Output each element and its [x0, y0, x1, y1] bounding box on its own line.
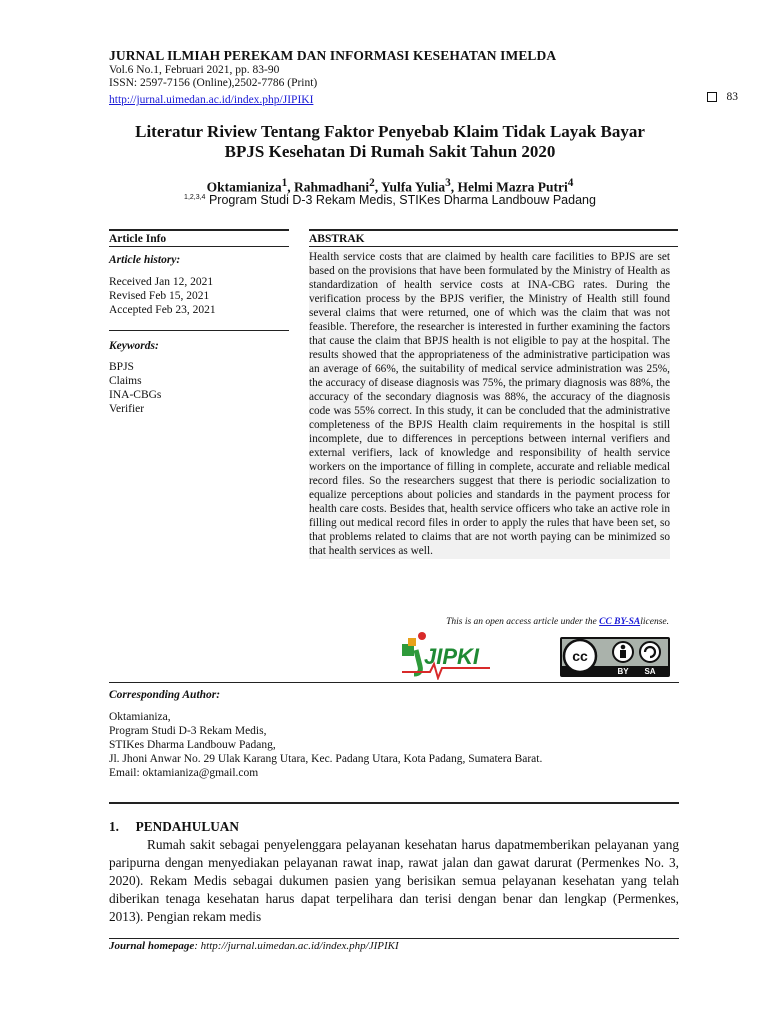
section-introduction [109, 818, 679, 926]
affiliation-text: Program Studi D-3 Rekam Medis, STIKes Dharma Landbouw Padang [208, 193, 596, 207]
svg-text:BY: BY [617, 667, 629, 676]
article-dates [109, 275, 289, 317]
author-name: Yulfa Yulia [380, 179, 446, 195]
corresponding-heading: Corresponding Author: [109, 689, 221, 701]
section-paragraph: Rumah sakit sebagai penyelenggara pelayanan kesehatan harus dapatmemberikan pelayanan yang paripurna dengan menyediakan pelayanan rawat inap, rawat jalan dan gawat darurat (Permenkes No. 3, 2020). Rekam Medis sebagai dukumen pasien yang berisikan semua pelayanan kesehatan yang telah diberikan tenaga kesehatan harus dapat terpelihara dan terisi dengan benar dan lengkap (Permenkes, 2013). Pengian rekam medis [109, 837, 679, 924]
journal-url-link[interactable]: http://jurnal.uimedan.ac.id/index.php/JIPIKI [109, 94, 314, 106]
corresponding-line: Program Studi D-3 Rekam Medis, [109, 725, 267, 737]
author-sup: 3 [445, 177, 451, 189]
keyword-item: INA-CBGs [109, 389, 162, 401]
article-info-heading: Article Info [109, 233, 167, 245]
affiliation [90, 193, 690, 207]
footer-url[interactable]: : http://jurnal.uimedan.ac.id/index.php/JIPIKI [194, 940, 399, 952]
page-box-icon [707, 92, 717, 102]
affiliation-sup: 1,2,3,4 [184, 193, 206, 201]
corresponding-email: Email: oktamianiza@gmail.com [109, 767, 259, 779]
license-prefix: This is an open access article under the [446, 617, 600, 627]
cc-by-sa-badge[interactable] [560, 637, 670, 677]
author-list: Oktamianiza$^1$, Rahmadhani$^2$, Yulfa Yulia$^3$, Helmi Mazra Putri$^4$ [206, 177, 574, 195]
author-name: Rahmadhani [294, 179, 370, 195]
abstract-top-rule [309, 229, 678, 231]
paper-title [90, 122, 690, 162]
article-history-label: Article history: [109, 254, 181, 266]
corresponding-line: STIKes Dharma Landbouw Padang, [109, 739, 276, 751]
revised-date: Revised Feb 15, 2021 [109, 290, 210, 302]
author-name: Oktamianiza [206, 179, 282, 195]
abstract-heading: ABSTRAK [309, 233, 365, 245]
license-suffix: license. [640, 617, 669, 627]
sa-icon [640, 642, 660, 662]
front-matter-bottom-rule [109, 802, 679, 804]
jipki-logo [400, 630, 495, 680]
keywords-divider [109, 330, 289, 331]
keyword-item: Verifier [109, 403, 145, 415]
title-line-1: Literatur Riview Tentang Faktor Penyebab Klaim Tidak Layak Bayar [135, 122, 645, 141]
footer-label: Journal homepage [109, 940, 195, 952]
page-indicator [707, 91, 739, 103]
svg-text:SA: SA [644, 667, 656, 676]
jipki-logo-text: JIPKI [424, 644, 480, 669]
page-number: 83 [726, 91, 738, 103]
accepted-date: Accepted Feb 23, 2021 [109, 304, 216, 316]
journal-name: JURNAL ILMIAH PEREKAM DAN INFORMASI KESEHATAN IMELDA [109, 48, 557, 63]
author-name: Helmi Mazra Putri [457, 179, 568, 195]
corresponding-line: Oktamianiza, [109, 711, 171, 723]
cc-license-link[interactable]: CC BY-SA [599, 617, 641, 627]
keyword-list [109, 360, 289, 416]
author-sup: 2 [369, 177, 375, 189]
corresponding-author-block [109, 688, 669, 780]
keywords-label: Keywords: [109, 340, 159, 352]
issn-info: ISSN: 2597-7156 (Online),2502-7786 (Print) [109, 77, 318, 89]
keyword-item: Claims [109, 375, 142, 387]
section-heading: 1. PENDAHULUAN [109, 819, 240, 834]
journal-header [109, 48, 679, 108]
journal-footer [109, 940, 399, 952]
info-divider [109, 246, 289, 247]
license-note [300, 617, 669, 627]
corresponding-line: Jl. Jhoni Anwar No. 29 Ulak Karang Utara, Kec. Padang Utara, Kota Padang, Sumatera Barat. [109, 753, 543, 765]
author-sup: 1 [281, 177, 288, 189]
keyword-item: BPJS [109, 361, 134, 373]
abstract-divider [309, 246, 678, 247]
title-line-2: BPJS Kesehatan Di Rumah Sakit Tahun 2020 [224, 142, 556, 161]
info-top-rule [109, 229, 289, 231]
volume-info: Vol.6 No.1, Februari 2021, pp. 83-90 [109, 64, 280, 76]
received-date: Received Jan 12, 2021 [109, 276, 214, 288]
abstract-text: Health service costs that are claimed by health care facilities to BPJS are set based on the provisions that have been formulated by the Ministry of Health as standardization of health service costs at INA-CBG rates. During the verification process by the BPJS verifier, the Ministry of Health still found several claims that were returned, one of which was the claim that was not feasible. Therefore, the researcher is interested in further examining the factors that cause the claim that BPJS health is not eligible to pay at the hospital. The results showed that the appropriateness of the administrative participation was an average of 66%, the suitability of medical service administration was 25%, the accuracy of disease diagnosis was 75%, the primary diagnosis was 88%, the accuracy of the secondary diagnosis was 88%, the accuracy of the diagnosis code was 55% correct. In this study, it can be concluded that the administrative completeness of the BPJS Health claim requirements in the hospital is still incomplete, due to differences in perceptions between internal verifiers and external verifiers, lack of knowledge and responsibility of health service workers on the importance of filling in complete, accurate and reliable medical record files. So the researchers suggest that there is periodic socialization to equalize perceptions about policies and standards in the payment process for health care costs. Besides that, health service officers who take an active role in filling out medical record files in order to apply the rules that have been set, so that problems related to claims that are not worth paying can be minimized so that health services as well. [309, 251, 670, 557]
footer-rule [109, 938, 679, 939]
corresponding-divider [109, 682, 679, 683]
svg-text:cc: cc [572, 648, 588, 664]
author-sup: 4 [567, 177, 574, 189]
